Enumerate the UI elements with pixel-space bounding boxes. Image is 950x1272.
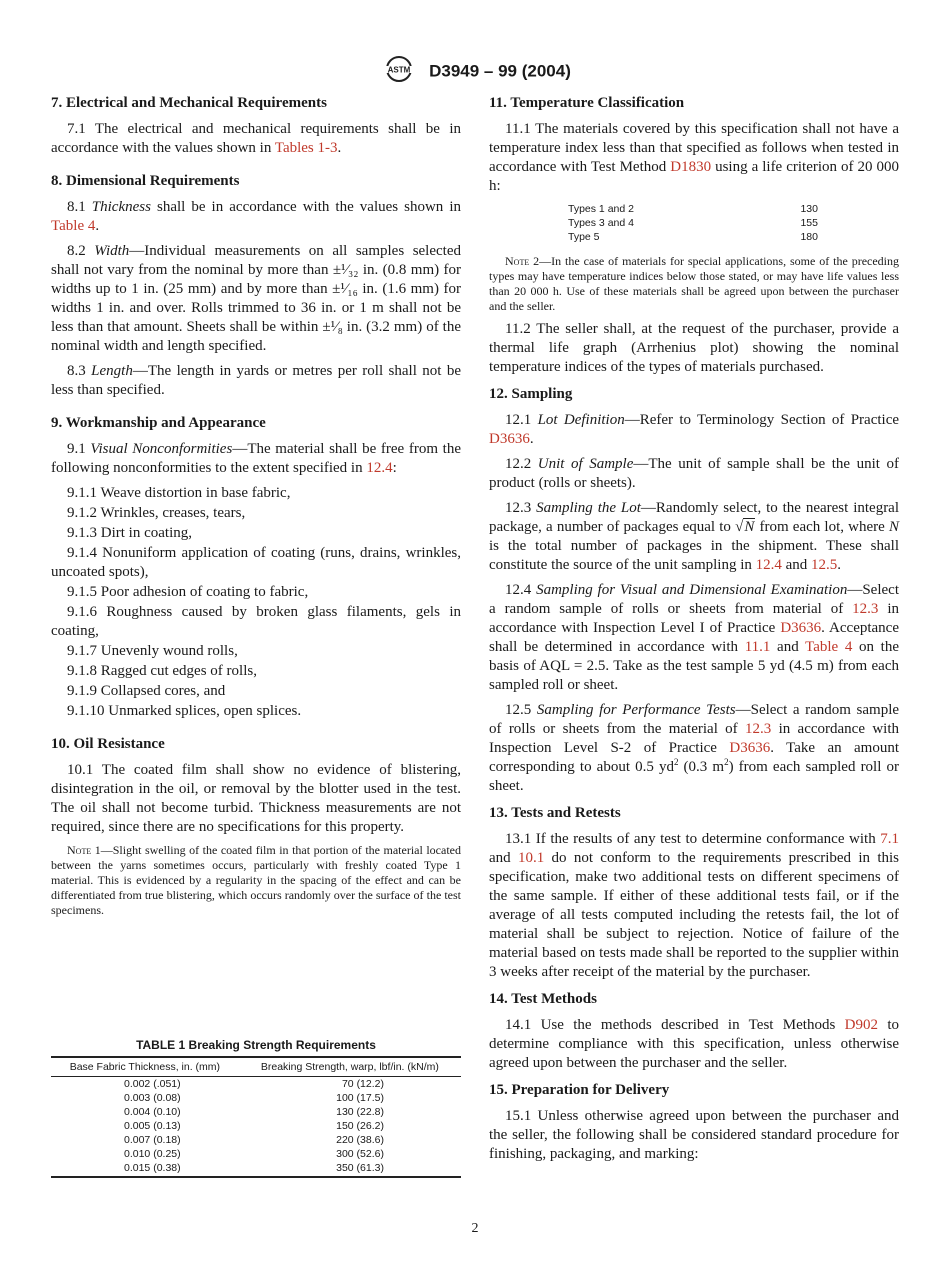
section-9-title: 9. Workmanship and Appearance <box>51 415 266 431</box>
sqrt-n: √N <box>735 519 755 535</box>
section-7 <box>51 94 461 158</box>
note-1: Note 1—Slight swelling of the coated film in that portion of the material located between the yarns sometimes occurs, particularly with freshly coated Type 1 material. This is evidenced by a regularity in the spacing of the effect and can be differentiated from true blistering, which occurs randomly over the surface of the test specimens. <box>51 843 461 917</box>
link-d3636[interactable]: D3636 <box>780 620 822 636</box>
section-11 <box>489 94 899 377</box>
link-12-3[interactable]: 12.3 <box>745 721 772 737</box>
list-item: 9.1.3 Dirt in coating, <box>67 525 192 541</box>
table-row: 0.007 (0.18) 220 (38.6) <box>124 1134 384 1146</box>
para-8-1: 8.1 Thickness shall be in accordance with the values shown in Table 4. <box>51 199 462 234</box>
link-12-3[interactable]: 12.3 <box>852 601 879 617</box>
column-header: Breaking Strength, warp, lbf/in. (kN/m) <box>239 1057 461 1077</box>
section-8-title: 8. Dimensional Requirements <box>51 173 240 189</box>
table-1-title: TABLE 1 Breaking Strength Requirements <box>136 1038 376 1052</box>
list-item: 9.1.9 Collapsed cores, and <box>67 683 226 699</box>
right-column <box>489 94 899 1178</box>
column-header: Base Fabric Thickness, in. (mm) <box>51 1057 239 1077</box>
document-number: D3949 – 99 (2004) <box>429 61 571 81</box>
link-d902[interactable]: D902 <box>844 1017 878 1033</box>
para-9-1: 9.1 Visual Nonconformities—The material shall be free from the following nonconformities to the extent specified in 12.4: <box>51 441 461 476</box>
list-item: 9.1.6 Roughness caused by broken glass filaments, gels in coating, <box>51 604 461 639</box>
left-column <box>51 94 461 932</box>
section-8 <box>51 172 461 400</box>
page-number: 2 <box>471 1221 479 1236</box>
link-d3636[interactable]: D3636 <box>489 431 530 447</box>
para-15-1: 15.1 Unless otherwise agreed upon between the purchaser and the seller, the following shall be considered standard procedure for finishing, packaging, and marking: <box>489 1108 899 1162</box>
link-d3636[interactable]: D3636 <box>729 740 771 756</box>
list-item: 9.1.5 Poor adhesion of coating to fabric, <box>67 584 309 600</box>
list-item: 9.1.8 Ragged cut edges of rolls, <box>67 663 257 679</box>
list-item: 9.1.10 Unmarked splices, open splices. <box>67 703 302 719</box>
link-table-4[interactable]: Table 4 <box>51 218 96 234</box>
section-12 <box>489 385 899 796</box>
table-row: 0.015 (0.38) 350 (61.3) <box>51 1161 461 1177</box>
section-12-title: 12. Sampling <box>489 386 573 402</box>
para-12-2: 12.2 Unit of Sample—The unit of sample shall be the unit of product (rolls or sheets). <box>489 456 899 491</box>
list-item: Types 1 and 2 130 <box>568 203 818 215</box>
section-13-title: 13. Tests and Retests <box>489 805 621 821</box>
para-13-1: 13.1 If the results of any test to determine conformance with 7.1 and 10.1 do not conform to the requirements prescribed in this specification, make two additional tests on different specimens of the same sample. If either of these additional tests fail, or if the average of all tests computed including the retests fail, the lot of material shall be subject to rejection. Notice of failure of the material based on tests made shall be reported to the supplier within 3 weeks after receipt of the material by the purchaser. <box>489 831 899 980</box>
astm-logo <box>379 56 419 87</box>
link-d1830[interactable]: D1830 <box>670 159 712 175</box>
link-7-1[interactable]: 7.1 <box>880 831 899 847</box>
section-9 <box>51 414 461 721</box>
link-10-1[interactable]: 10.1 <box>517 850 545 866</box>
para-8-3: 8.3 Length—The length in yards or metres per roll shall not be less than specified. <box>51 363 462 398</box>
para-7-1: 7.1 The electrical and mechanical requirements shall be in accordance with the values shown in Tables 1-3. <box>51 121 461 156</box>
table-row: 0.002 (.051) 70 (12.2) <box>124 1078 384 1090</box>
table-row: 0.010 (0.25) 300 (52.6) <box>124 1148 384 1160</box>
breaking-strength-table <box>51 1056 461 1178</box>
link-12-4[interactable]: 12.4 <box>366 460 393 476</box>
link-table-4[interactable]: Table 4 <box>805 639 853 655</box>
note-2: Note 2—In the case of materials for special applications, some of the preceding types may have temperature indices below those stated, or may have life values less than 20 000 h. Use of these materials shall be agreed upon between the purchaser and the seller. <box>489 254 900 313</box>
para-10-1: 10.1 The coated film shall show no evidence of blistering, disintegration in the oil, or removal by the blotter used in the test. The oil shall not become turbid. Thickness measurements are not required, since there are no specifications for this property. <box>51 762 461 835</box>
page-header <box>0 56 950 87</box>
section-7-title: 7. Electrical and Mechanical Requirements <box>51 95 327 111</box>
link-12-5[interactable]: 12.5 <box>811 557 838 573</box>
para-8-2: 8.2 Width—Individual measurements on all samples selected shall not vary from the nominal by more than ±¹⁄₃₂ in. (0.8 mm) for widths up to 1 in. (25 mm) and by more than ±¹⁄₁₆ in. (1.6 mm) for widths 1 in. and over. Rolls trimmed to 36 in. or 1 m shall not be less than that amount. Sheets shall be within ±¹⁄₈ in. (3.2 mm) of the nominal width and length specified. <box>51 243 461 354</box>
list-item: 9.1.1 Weave distortion in base fabric, <box>67 485 291 501</box>
table-row: 0.004 (0.10) 130 (22.8) <box>124 1106 384 1118</box>
temperature-list <box>568 202 818 244</box>
table-row: 0.005 (0.13) 150 (26.2) <box>124 1120 384 1132</box>
para-12-1: 12.1 Lot Definition—Refer to Terminology Section of Practice D3636. <box>489 412 900 447</box>
section-10-title: 10. Oil Resistance <box>51 736 165 752</box>
section-13 <box>489 804 899 982</box>
para-12-4: 12.4 Sampling for Visual and Dimensional Examination—Select a random sample of rolls or sheets from material of 12.3 in accordance with Inspection Level I of Practice D3636. Acceptance shall be determined in accordance with 11.1 and Table 4 on the basis of AQL = 2.5. Take as the test sample 5 yd (4.5 m) from each sampled roll or sheet. <box>489 582 899 693</box>
section-15-title: 15. Preparation for Delivery <box>489 1082 670 1098</box>
section-11-title: 11. Temperature Classification <box>489 95 685 111</box>
para-12-5: 12.5 Sampling for Performance Tests—Select a random sample of rolls or sheets from the material of 12.3 in accordance with Inspection Level S-2 of Practice D3636. Take an amount corresponding to about 0.5 $yd^2$ (0.3 $m^2$) from each sampled roll or sheet. <box>489 702 900 794</box>
list-item: 9.1.7 Unevenly wound rolls, <box>67 643 238 659</box>
link-11-1[interactable]: 11.1 <box>744 639 771 655</box>
link-tables-1-3[interactable]: Tables 1-3 <box>274 140 338 156</box>
list-item: Types 3 and 4 155 <box>568 217 818 229</box>
section-10 <box>51 735 461 918</box>
section-14-title: 14. Test Methods <box>489 991 597 1007</box>
list-item: Type 5 180 <box>568 231 818 243</box>
list-item: 9.1.2 Wrinkles, creases, tears, <box>67 505 246 521</box>
para-11-2: 11.2 The seller shall, at the request of the purchaser, provide a thermal life graph (Arrhenius plot) showing the nominal temperature indices of the types of materials purchased. <box>489 321 899 375</box>
table-row: 0.003 (0.08) 100 (17.5) <box>124 1092 384 1104</box>
link-12-4[interactable]: 12.4 <box>755 557 782 573</box>
para-14-1: 14.1 Use the methods described in Test Methods D902 to determine compliance with this specification, unless otherwise agreed upon between the purchaser and the seller. <box>489 1017 899 1071</box>
list-item: 9.1.4 Nonuniform application of coating (runs, drains, wrinkles, uncoated spots), <box>51 545 461 580</box>
para-11-1: 11.1 The materials covered by this specification shall not have a temperature index less than that specified as follows when tested in accordance with Test Method D1830 using a life criterion of 20 000 h: <box>489 121 899 194</box>
para-12-3: 12.3 Sampling the Lot—Randomly select, to the nearest integral package, a number of packages equal to √N from each lot, where N is the total number of packages in the shipment. These shall constitute the source of the unit sampling in 12.4 and 12.5. <box>489 500 900 573</box>
svg-text:ASTM: ASTM <box>387 65 411 75</box>
section-14 <box>489 990 899 1073</box>
section-15 <box>489 1081 899 1164</box>
table-1 <box>51 1038 461 1178</box>
